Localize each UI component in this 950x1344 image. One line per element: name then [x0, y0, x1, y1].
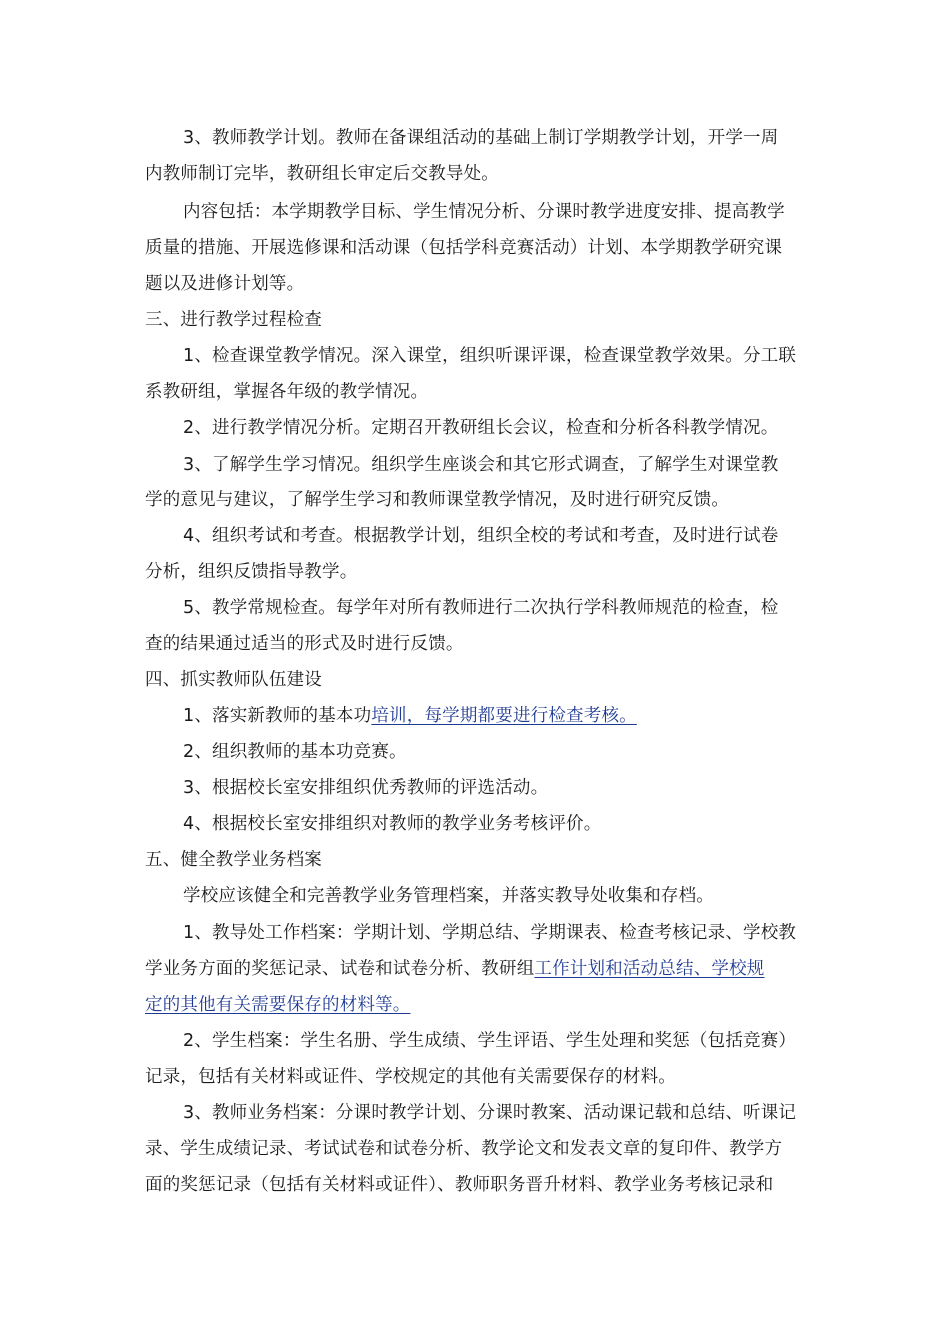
paragraph-line: 3、根据校长室安排组织优秀教师的评选活动。 [183, 778, 549, 798]
paragraph-line: 查的结果通过适当的形式及时进行反馈。 [145, 634, 464, 654]
paragraph-line: 题以及进修计划等。 [145, 274, 305, 294]
paragraph-line: 内容包括：本学期教学目标、学生情况分析、分课时教学进度安排、提高教学 [183, 202, 785, 222]
paragraph-line: 记录，包括有关材料或证件、学校规定的其他有关需要保存的材料。 [145, 1067, 676, 1087]
paragraph-line: 学业务方面的奖惩记录、试卷和试卷分析、教研组工作计划和活动总结、学校规 [145, 959, 765, 979]
hyperlink[interactable]: 工作计划和活动总结、学校规 [534, 959, 765, 979]
section-heading: 五、健全教学业务档案 [145, 850, 322, 870]
paragraph-line: 2、学生档案：学生名册、学生成绩、学生评语、学生处理和奖惩（包括竞赛） [183, 1031, 797, 1051]
paragraph-line [145, 994, 411, 1016]
paragraph-line: 学的意见与建议，了解学生学习和教师课堂教学情况，及时进行研究反馈。 [145, 490, 730, 510]
paragraph-line: 1、教导处工作档案：学期计划、学期总结、学期课表、检查考核记录、学校教 [183, 923, 797, 943]
paragraph-line: 系教研组，掌握各年级的教学情况。 [145, 382, 429, 402]
paragraph-line: 内教师制订完毕，教研组长审定后交教导处。 [145, 164, 499, 184]
paragraph-line: 质量的措施、开展选修课和活动课（包括学科竞赛活动）计划、本学期教学研究课 [145, 238, 783, 258]
hyperlink[interactable]: 培训，每学期都要进行检查考核。 [371, 706, 637, 726]
paragraph-line: 4、组织考试和考查。根据教学计划，组织全校的考试和考查，及时进行试卷 [183, 526, 779, 546]
paragraph-line: 2、进行教学情况分析。定期召开教研组长会议，检查和分析各科教学情况。 [183, 418, 779, 438]
paragraph-line: 1、落实新教师的基本功培训，每学期都要进行检查考核。 [183, 706, 637, 726]
paragraph-line: 4、根据校长室安排组织对教师的教学业务考核评价。 [183, 814, 602, 834]
paragraph-line: 3、了解学生学习情况。组织学生座谈会和其它形式调查，了解学生对课堂教 [183, 455, 779, 475]
section-heading: 三、进行教学过程检查 [145, 310, 322, 330]
paragraph-line: 分析，组织反馈指导教学。 [145, 562, 358, 582]
paragraph-line: 录、学生成绩记录、考试试卷和试卷分析、教学论文和发表文章的复印件、教学方 [145, 1139, 783, 1159]
paragraph-line: 2、组织教师的基本功竞赛。 [183, 742, 407, 762]
paragraph-line: 5、教学常规检查。每学年对所有教师进行二次执行学科教师规范的检查，检 [183, 598, 779, 618]
section-heading: 四、抓实教师队伍建设 [145, 670, 322, 690]
paragraph-line: 学校应该健全和完善教学业务管理档案，并落实教导处收集和存档。 [183, 886, 714, 906]
paragraph-line: 3、教师业务档案：分课时教学计划、分课时教案、活动课记载和总结、听课记 [183, 1103, 797, 1123]
paragraph-line: 1、检查课堂教学情况。深入课堂，组织听课评课，检查课堂教学效果。分工联 [183, 346, 797, 366]
paragraph-line: 面的奖惩记录（包括有关材料或证件）、教师职务晋升材料、教学业务考核记录和 [145, 1175, 774, 1195]
hyperlink[interactable]: 定的其他有关需要保存的材料等。 [145, 995, 411, 1015]
paragraph-line: 3、教师教学计划。教师在备课组活动的基础上制订学期教学计划，开学一周 [183, 128, 779, 148]
